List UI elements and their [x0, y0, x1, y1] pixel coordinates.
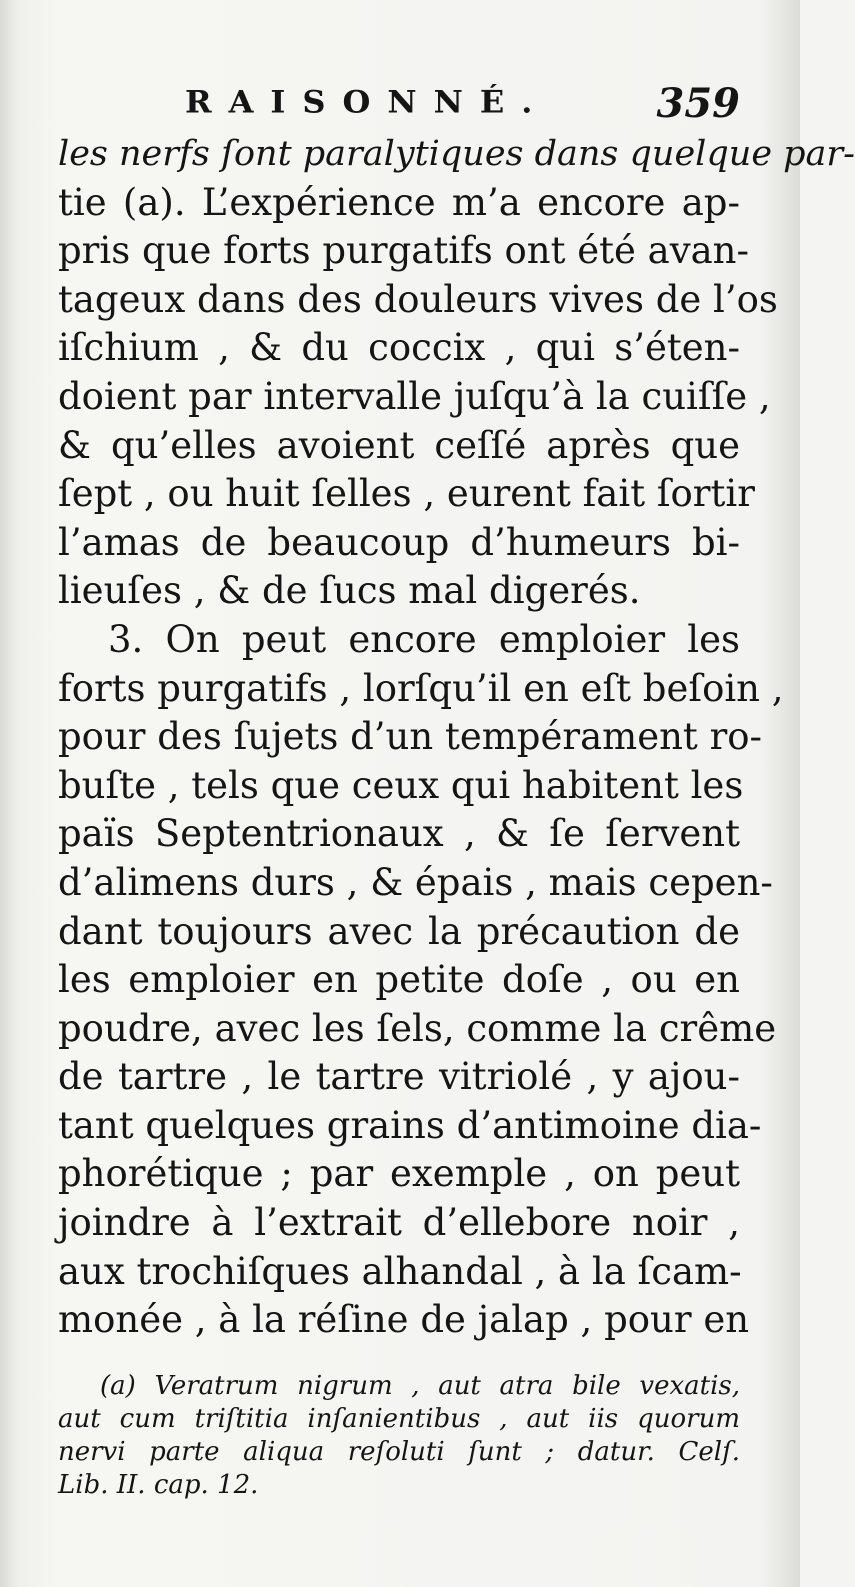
text-line: l’amas de beaucoup d’humeurs bi- [58, 520, 740, 564]
footnote-line: nervi parte aliqua reſoluti ſunt ; datur. Celſ. [58, 1437, 740, 1467]
text-line: d’alimens durs , & épais , mais cepen- [58, 860, 773, 904]
text-line: doient par intervalle juſqu’à la cuiſſe , [58, 374, 771, 418]
page-header [185, 80, 740, 134]
text-line: les emploier en petite doſe , ou en [58, 958, 740, 1002]
text-line: iſchium , & du coccix , qui s’éten- [58, 326, 740, 370]
text-line: païs Septentrionaux , & ſe ſervent [58, 812, 740, 856]
footnote-line: Lib. II. cap. 12. [58, 1470, 259, 1500]
text-line: tageux dans des douleurs vives de l’os [58, 277, 778, 321]
text-line: tie (a). L’expérience m’a encore ap- [58, 180, 740, 224]
paragraph-start-line: 3. On peut encore emploier les [108, 617, 740, 661]
footnote-line: (a) Veratrum nigrum , aut atra bile vexatis, [100, 1371, 740, 1401]
text-line: phorétique ; par exemple , on peut [58, 1152, 740, 1196]
text-line: lieuſes , & de ſucs mal digerés. [58, 569, 641, 613]
text-line: dant toujours avec la précaution de [58, 909, 740, 953]
text-line: buſte , tels que ceux qui habitent les [58, 763, 744, 807]
page-number: 359 [656, 80, 740, 127]
main-text-block [58, 130, 855, 1345]
text-line: pris que forts purgatifs ont été avan- [58, 229, 750, 273]
text-line: pour des ſujets d’un tempérament ro- [58, 715, 763, 759]
text-line: les nerfs ſont paralytiques dans quelque par- [58, 134, 855, 174]
text-line: joindre à l’extrait d’ellebore noir , [58, 1201, 740, 1245]
text-line: de tartre , le tartre vitriolé , y ajou- [58, 1055, 740, 1099]
text-line: aux trochiſques alhandal , à la ſcam- [58, 1249, 742, 1293]
text-line: forts purgatifs , lorſqu’il en eſt beſoin , [58, 666, 784, 710]
text-line: monée , à la réſine de jalap , pour en [58, 1298, 750, 1342]
text-line: & qu’elles avoient ceſſé après que [58, 423, 740, 467]
footnote-line: aut cum triſtitia inſanientibus , aut iis quorum [58, 1404, 740, 1434]
footnote [58, 1370, 740, 1502]
text-line: tant quelques grains d’antimoine dia- [58, 1103, 762, 1147]
running-head: RAISONNÉ. [185, 84, 550, 121]
text-line: poudre, avec les ſels, comme la crême [58, 1006, 777, 1050]
text-line: ſept , ou huit ſelles , eurent fait ſortir [58, 472, 755, 516]
